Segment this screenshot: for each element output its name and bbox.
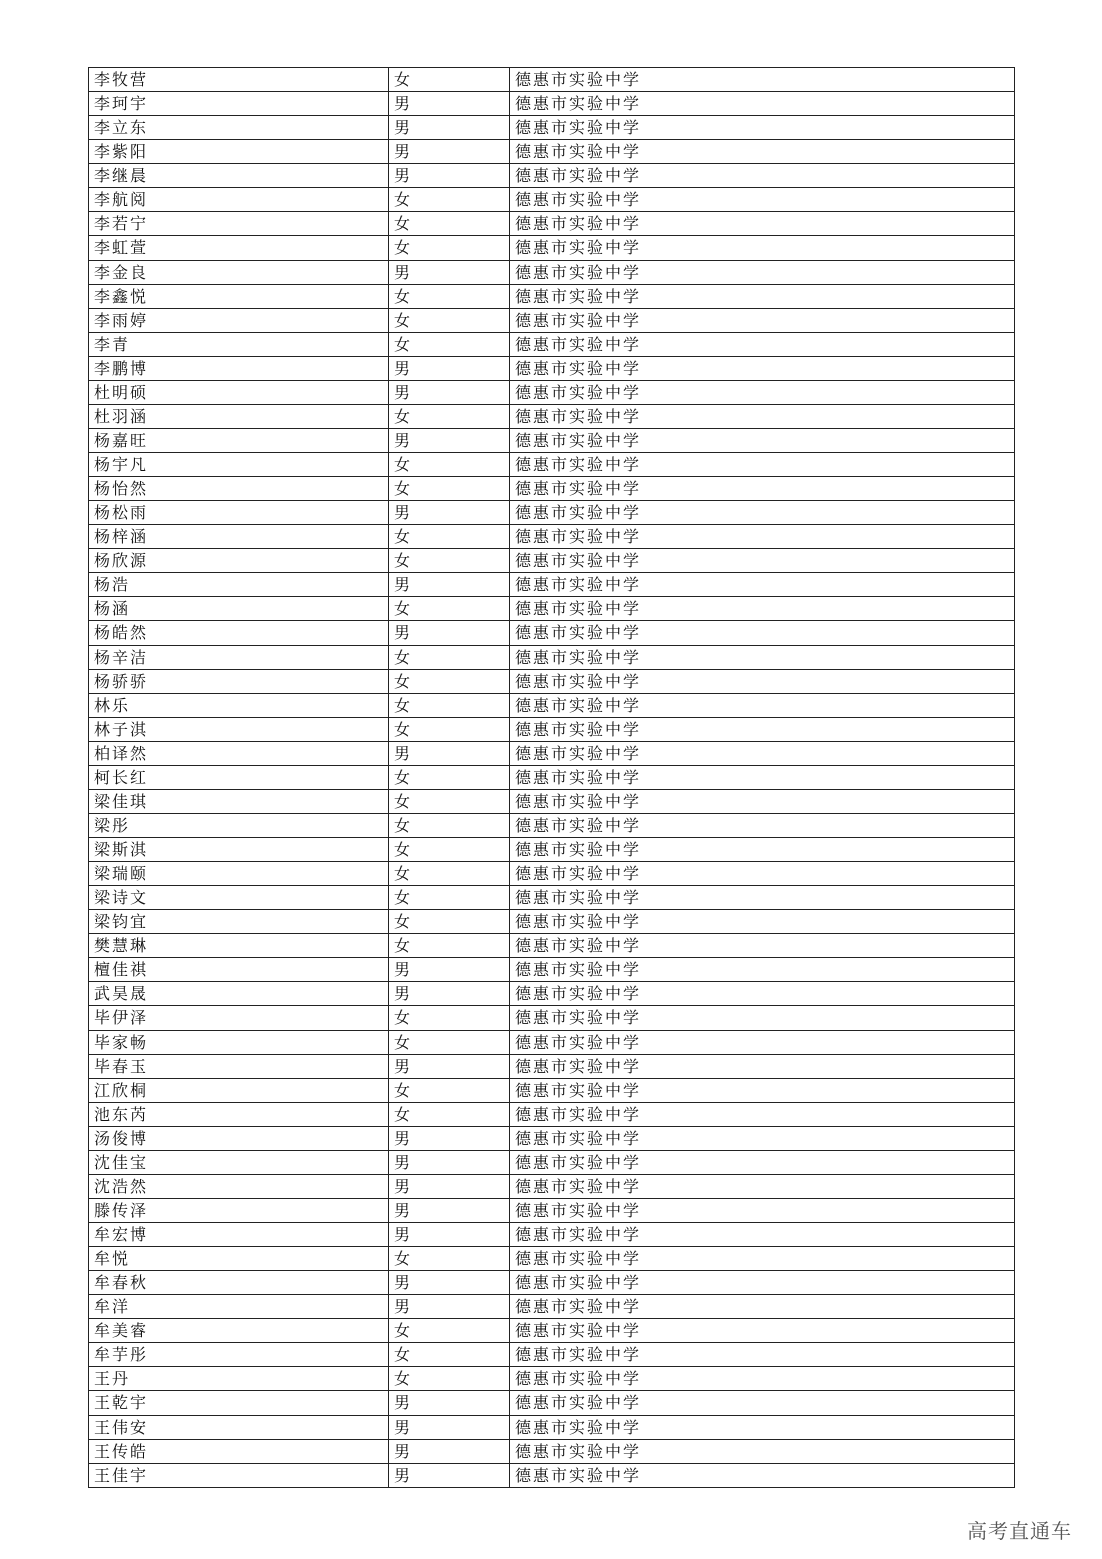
- gender-cell: 女: [389, 934, 510, 958]
- table-row: [89, 1247, 1015, 1271]
- table-row: [89, 428, 1015, 452]
- school-cell: 德惠市实验中学: [510, 284, 1015, 308]
- student-name-cell: 梁斯淇: [89, 838, 389, 862]
- student-name-cell: 毕春玉: [89, 1054, 389, 1078]
- table-row: [89, 1271, 1015, 1295]
- gender-cell: 女: [389, 404, 510, 428]
- student-name-cell: 杨宇凡: [89, 453, 389, 477]
- school-cell: 德惠市实验中学: [510, 188, 1015, 212]
- gender-cell: 男: [389, 741, 510, 765]
- gender-cell: 女: [389, 717, 510, 741]
- gender-cell: 男: [389, 1463, 510, 1487]
- table-row: [89, 116, 1015, 140]
- school-cell: 德惠市实验中学: [510, 1030, 1015, 1054]
- school-cell: 德惠市实验中学: [510, 549, 1015, 573]
- table-row: [89, 1319, 1015, 1343]
- table-row: [89, 621, 1015, 645]
- table-row: [89, 1150, 1015, 1174]
- school-cell: 德惠市实验中学: [510, 380, 1015, 404]
- table-row: [89, 188, 1015, 212]
- school-cell: 德惠市实验中学: [510, 838, 1015, 862]
- student-name-cell: 樊慧琳: [89, 934, 389, 958]
- student-name-cell: 牟芋彤: [89, 1343, 389, 1367]
- school-cell: 德惠市实验中学: [510, 813, 1015, 837]
- student-name-cell: 杜明硕: [89, 380, 389, 404]
- school-cell: 德惠市实验中学: [510, 1319, 1015, 1343]
- student-name-cell: 牟春秋: [89, 1271, 389, 1295]
- school-cell: 德惠市实验中学: [510, 477, 1015, 501]
- school-cell: 德惠市实验中学: [510, 116, 1015, 140]
- student-name-cell: 林乐: [89, 693, 389, 717]
- student-name-cell: 檀佳祺: [89, 958, 389, 982]
- table-row: [89, 1391, 1015, 1415]
- table-row: [89, 982, 1015, 1006]
- school-cell: 德惠市实验中学: [510, 236, 1015, 260]
- school-cell: 德惠市实验中学: [510, 92, 1015, 116]
- gender-cell: 男: [389, 92, 510, 116]
- gender-cell: 女: [389, 910, 510, 934]
- gender-cell: 男: [389, 1271, 510, 1295]
- table-row: [89, 934, 1015, 958]
- gender-cell: 男: [389, 1174, 510, 1198]
- student-name-cell: 池东芮: [89, 1102, 389, 1126]
- gender-cell: 女: [389, 212, 510, 236]
- gender-cell: 男: [389, 1223, 510, 1247]
- school-cell: 德惠市实验中学: [510, 525, 1015, 549]
- table-row: [89, 1054, 1015, 1078]
- gender-cell: 男: [389, 380, 510, 404]
- gender-cell: 女: [389, 308, 510, 332]
- student-name-cell: 毕家畅: [89, 1030, 389, 1054]
- student-name-cell: 李青: [89, 332, 389, 356]
- table-row: [89, 525, 1015, 549]
- student-name-cell: 牟悦: [89, 1247, 389, 1271]
- student-roster-table: [88, 67, 1015, 1488]
- gender-cell: 男: [389, 621, 510, 645]
- student-name-cell: 王佳宇: [89, 1463, 389, 1487]
- school-cell: 德惠市实验中学: [510, 573, 1015, 597]
- gender-cell: 女: [389, 236, 510, 260]
- gender-cell: 女: [389, 332, 510, 356]
- student-name-cell: 杨皓然: [89, 621, 389, 645]
- student-name-cell: 柯长红: [89, 765, 389, 789]
- gender-cell: 男: [389, 1126, 510, 1150]
- table-row: [89, 1295, 1015, 1319]
- school-cell: 德惠市实验中学: [510, 1054, 1015, 1078]
- student-name-cell: 汤俊博: [89, 1126, 389, 1150]
- school-cell: 德惠市实验中学: [510, 501, 1015, 525]
- gender-cell: 女: [389, 765, 510, 789]
- school-cell: 德惠市实验中学: [510, 1223, 1015, 1247]
- school-cell: 德惠市实验中学: [510, 789, 1015, 813]
- school-cell: 德惠市实验中学: [510, 717, 1015, 741]
- table-row: [89, 693, 1015, 717]
- student-name-cell: 梁彤: [89, 813, 389, 837]
- gender-cell: 男: [389, 1054, 510, 1078]
- student-name-cell: 梁佳琪: [89, 789, 389, 813]
- school-cell: 德惠市实验中学: [510, 453, 1015, 477]
- gender-cell: 女: [389, 453, 510, 477]
- school-cell: 德惠市实验中学: [510, 1439, 1015, 1463]
- student-name-cell: 杨涵: [89, 597, 389, 621]
- gender-cell: 女: [389, 838, 510, 862]
- school-cell: 德惠市实验中学: [510, 958, 1015, 982]
- gender-cell: 男: [389, 140, 510, 164]
- table-row: [89, 717, 1015, 741]
- gender-cell: 女: [389, 693, 510, 717]
- table-row: [89, 212, 1015, 236]
- gender-cell: 男: [389, 1150, 510, 1174]
- student-name-cell: 李雨婷: [89, 308, 389, 332]
- school-cell: 德惠市实验中学: [510, 1126, 1015, 1150]
- student-name-cell: 毕伊泽: [89, 1006, 389, 1030]
- gender-cell: 女: [389, 549, 510, 573]
- gender-cell: 女: [389, 1078, 510, 1102]
- gender-cell: 男: [389, 1439, 510, 1463]
- table-row: [89, 573, 1015, 597]
- school-cell: 德惠市实验中学: [510, 1391, 1015, 1415]
- student-name-cell: 杨梓涵: [89, 525, 389, 549]
- gender-cell: 女: [389, 789, 510, 813]
- student-name-cell: 李鑫悦: [89, 284, 389, 308]
- school-cell: 德惠市实验中学: [510, 862, 1015, 886]
- student-name-cell: 梁瑞颐: [89, 862, 389, 886]
- gender-cell: 男: [389, 501, 510, 525]
- table-row: [89, 813, 1015, 837]
- student-name-cell: 柏译然: [89, 741, 389, 765]
- table-row: [89, 1198, 1015, 1222]
- student-name-cell: 牟美睿: [89, 1319, 389, 1343]
- student-name-cell: 牟宏博: [89, 1223, 389, 1247]
- gender-cell: 女: [389, 1247, 510, 1271]
- student-name-cell: 滕传泽: [89, 1198, 389, 1222]
- gender-cell: 男: [389, 428, 510, 452]
- table-row: [89, 380, 1015, 404]
- table-row: [89, 741, 1015, 765]
- school-cell: 德惠市实验中学: [510, 404, 1015, 428]
- student-name-cell: 杨怡然: [89, 477, 389, 501]
- school-cell: 德惠市实验中学: [510, 1247, 1015, 1271]
- school-cell: 德惠市实验中学: [510, 1006, 1015, 1030]
- school-cell: 德惠市实验中学: [510, 765, 1015, 789]
- table-row: [89, 1006, 1015, 1030]
- school-cell: 德惠市实验中学: [510, 356, 1015, 380]
- gender-cell: 女: [389, 1102, 510, 1126]
- gender-cell: 女: [389, 1319, 510, 1343]
- table-row: [89, 501, 1015, 525]
- gender-cell: 男: [389, 573, 510, 597]
- gender-cell: 男: [389, 260, 510, 284]
- gender-cell: 女: [389, 1343, 510, 1367]
- student-name-cell: 武昊晟: [89, 982, 389, 1006]
- student-name-cell: 杨松雨: [89, 501, 389, 525]
- table-row: [89, 332, 1015, 356]
- table-row: [89, 453, 1015, 477]
- gender-cell: 女: [389, 284, 510, 308]
- school-cell: 德惠市实验中学: [510, 140, 1015, 164]
- table-row: [89, 1102, 1015, 1126]
- student-name-cell: 王乾宇: [89, 1391, 389, 1415]
- school-cell: 德惠市实验中学: [510, 1078, 1015, 1102]
- table-row: [89, 669, 1015, 693]
- school-cell: 德惠市实验中学: [510, 621, 1015, 645]
- gender-cell: 女: [389, 813, 510, 837]
- school-cell: 德惠市实验中学: [510, 693, 1015, 717]
- gender-cell: 男: [389, 164, 510, 188]
- gender-cell: 女: [389, 597, 510, 621]
- table-row: [89, 1223, 1015, 1247]
- gender-cell: 女: [389, 645, 510, 669]
- table-row: [89, 1439, 1015, 1463]
- gender-cell: 男: [389, 1415, 510, 1439]
- school-cell: 德惠市实验中学: [510, 1463, 1015, 1487]
- student-name-cell: 杨辛洁: [89, 645, 389, 669]
- watermark-text: 高考直通车: [967, 1519, 1072, 1543]
- student-name-cell: 杨欣源: [89, 549, 389, 573]
- school-cell: 德惠市实验中学: [510, 1415, 1015, 1439]
- school-cell: 德惠市实验中学: [510, 1271, 1015, 1295]
- school-cell: 德惠市实验中学: [510, 1367, 1015, 1391]
- school-cell: 德惠市实验中学: [510, 428, 1015, 452]
- table-row: [89, 886, 1015, 910]
- table-row: [89, 1126, 1015, 1150]
- school-cell: 德惠市实验中学: [510, 212, 1015, 236]
- school-cell: 德惠市实验中学: [510, 164, 1015, 188]
- gender-cell: 男: [389, 958, 510, 982]
- student-name-cell: 杜羽涵: [89, 404, 389, 428]
- student-name-cell: 李牧营: [89, 68, 389, 92]
- school-cell: 德惠市实验中学: [510, 910, 1015, 934]
- student-name-cell: 杨嘉旺: [89, 428, 389, 452]
- student-name-cell: 沈浩然: [89, 1174, 389, 1198]
- roster-body: [89, 68, 1015, 1488]
- school-cell: 德惠市实验中学: [510, 308, 1015, 332]
- gender-cell: 女: [389, 1006, 510, 1030]
- student-name-cell: 林子淇: [89, 717, 389, 741]
- gender-cell: 女: [389, 525, 510, 549]
- school-cell: 德惠市实验中学: [510, 982, 1015, 1006]
- student-name-cell: 李紫阳: [89, 140, 389, 164]
- student-name-cell: 李珂宇: [89, 92, 389, 116]
- table-row: [89, 1174, 1015, 1198]
- student-name-cell: 李继晨: [89, 164, 389, 188]
- table-row: [89, 958, 1015, 982]
- student-name-cell: 李虹萱: [89, 236, 389, 260]
- table-row: [89, 1463, 1015, 1487]
- table-row: [89, 140, 1015, 164]
- gender-cell: 男: [389, 356, 510, 380]
- student-name-cell: 李立东: [89, 116, 389, 140]
- table-row: [89, 910, 1015, 934]
- student-name-cell: 李航阅: [89, 188, 389, 212]
- student-name-cell: 李金良: [89, 260, 389, 284]
- school-cell: 德惠市实验中学: [510, 1150, 1015, 1174]
- table-row: [89, 236, 1015, 260]
- table-row: [89, 838, 1015, 862]
- school-cell: 德惠市实验中学: [510, 68, 1015, 92]
- school-cell: 德惠市实验中学: [510, 1198, 1015, 1222]
- table-row: [89, 1367, 1015, 1391]
- table-row: [89, 477, 1015, 501]
- student-name-cell: 牟洋: [89, 1295, 389, 1319]
- student-name-cell: 李若宁: [89, 212, 389, 236]
- table-row: [89, 1030, 1015, 1054]
- student-name-cell: 梁钧宜: [89, 910, 389, 934]
- gender-cell: 女: [389, 1367, 510, 1391]
- school-cell: 德惠市实验中学: [510, 934, 1015, 958]
- table-row: [89, 645, 1015, 669]
- table-row: [89, 284, 1015, 308]
- gender-cell: 女: [389, 669, 510, 693]
- table-row: [89, 597, 1015, 621]
- gender-cell: 男: [389, 1198, 510, 1222]
- student-name-cell: 杨骄骄: [89, 669, 389, 693]
- table-row: [89, 1078, 1015, 1102]
- school-cell: 德惠市实验中学: [510, 332, 1015, 356]
- table-row: [89, 260, 1015, 284]
- table-row: [89, 404, 1015, 428]
- table-row: [89, 765, 1015, 789]
- student-name-cell: 王传皓: [89, 1439, 389, 1463]
- table-row: [89, 862, 1015, 886]
- table-row: [89, 356, 1015, 380]
- student-name-cell: 江欣桐: [89, 1078, 389, 1102]
- table-row: [89, 549, 1015, 573]
- school-cell: 德惠市实验中学: [510, 645, 1015, 669]
- gender-cell: 女: [389, 886, 510, 910]
- school-cell: 德惠市实验中学: [510, 886, 1015, 910]
- table-row: [89, 1343, 1015, 1367]
- table-row: [89, 68, 1015, 92]
- school-cell: 德惠市实验中学: [510, 1295, 1015, 1319]
- school-cell: 德惠市实验中学: [510, 1102, 1015, 1126]
- gender-cell: 女: [389, 477, 510, 501]
- student-name-cell: 沈佳宝: [89, 1150, 389, 1174]
- school-cell: 德惠市实验中学: [510, 669, 1015, 693]
- student-name-cell: 王伟安: [89, 1415, 389, 1439]
- table-row: [89, 92, 1015, 116]
- table-row: [89, 789, 1015, 813]
- gender-cell: 女: [389, 862, 510, 886]
- gender-cell: 男: [389, 1391, 510, 1415]
- school-cell: 德惠市实验中学: [510, 260, 1015, 284]
- student-name-cell: 杨浩: [89, 573, 389, 597]
- table-row: [89, 308, 1015, 332]
- student-name-cell: 李鹏博: [89, 356, 389, 380]
- school-cell: 德惠市实验中学: [510, 597, 1015, 621]
- gender-cell: 女: [389, 1030, 510, 1054]
- gender-cell: 男: [389, 1295, 510, 1319]
- student-name-cell: 梁诗文: [89, 886, 389, 910]
- school-cell: 德惠市实验中学: [510, 741, 1015, 765]
- table-row: [89, 164, 1015, 188]
- school-cell: 德惠市实验中学: [510, 1343, 1015, 1367]
- table-row: [89, 1415, 1015, 1439]
- school-cell: 德惠市实验中学: [510, 1174, 1015, 1198]
- gender-cell: 女: [389, 188, 510, 212]
- gender-cell: 男: [389, 116, 510, 140]
- gender-cell: 女: [389, 68, 510, 92]
- gender-cell: 男: [389, 982, 510, 1006]
- student-name-cell: 王丹: [89, 1367, 389, 1391]
